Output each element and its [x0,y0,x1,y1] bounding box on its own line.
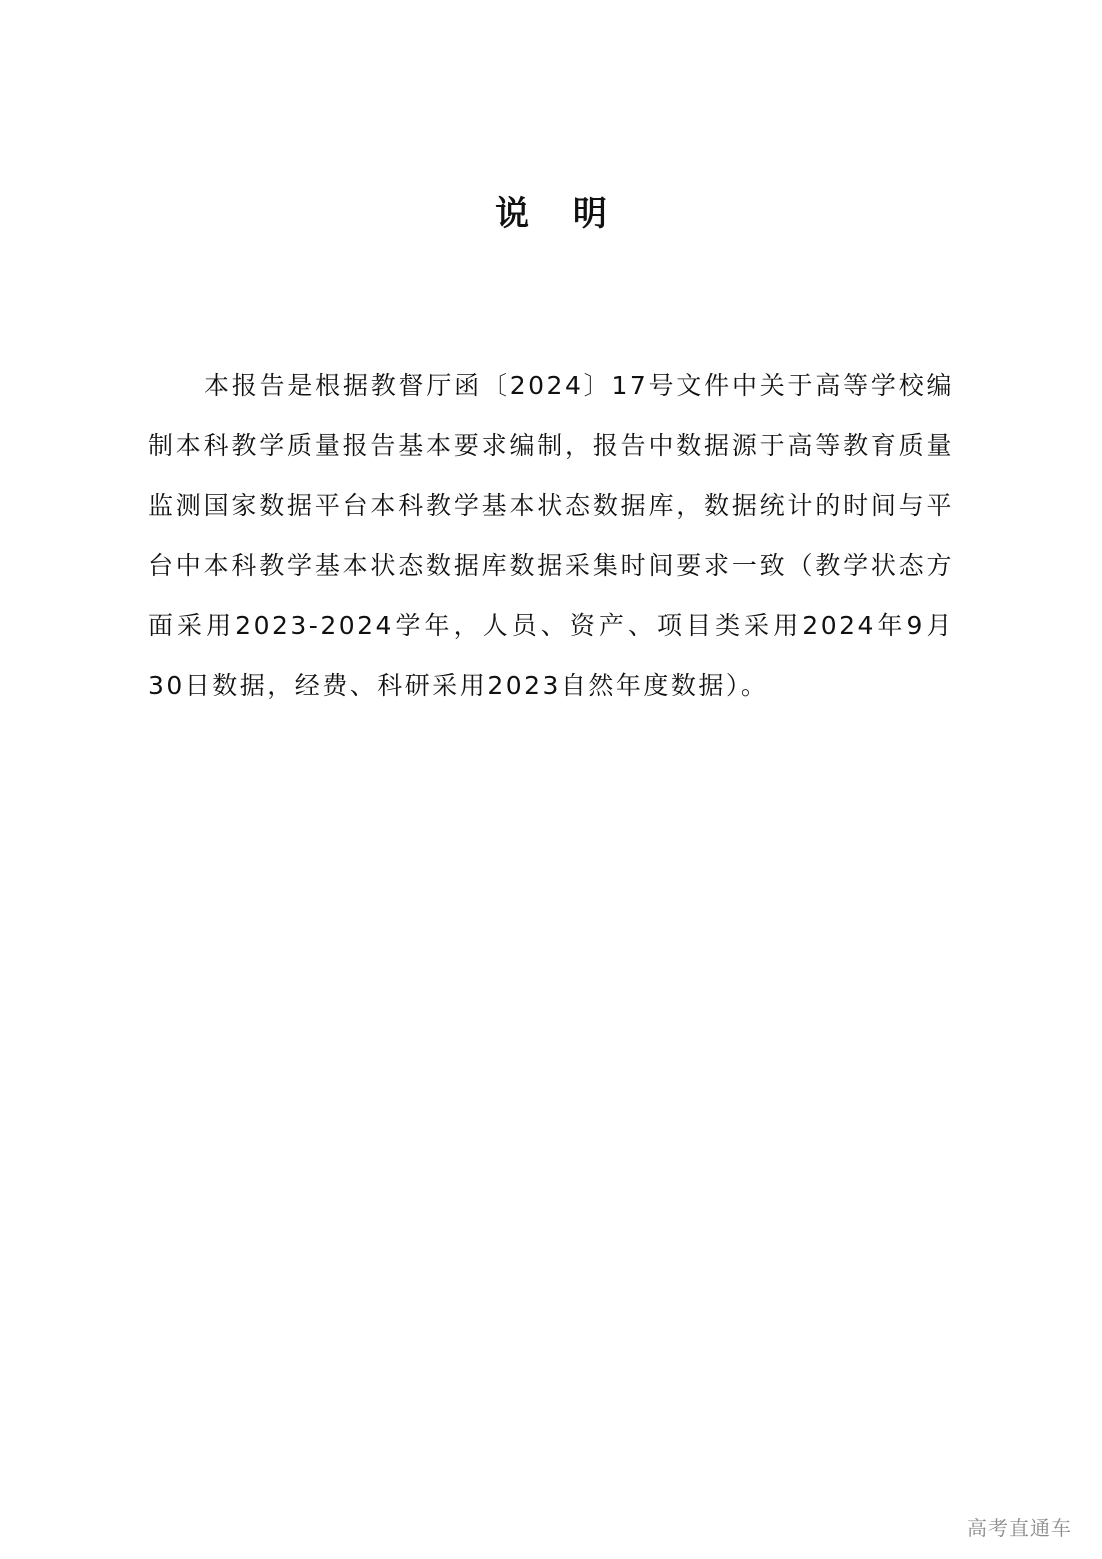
watermark-text: 高考直通车 [967,1518,1072,1540]
body-paragraph: 本报告是根据教督厅函〔2024〕17号文件中关于高等学校编制本科教学质量报告基本要求编制，报告中数据源于高等教育质量监测国家数据平台本科教学基本状态数据库，数据统计的时间与平台中本科教学基本状态数据库数据采集时间要求一致（教学状态方面采用2023-2024学年，人员、资产、项目类采用2024年9月30日数据，经费、科研采用2023自然年度数据）。 [148,371,954,700]
page-title: 说 明 [495,194,623,234]
